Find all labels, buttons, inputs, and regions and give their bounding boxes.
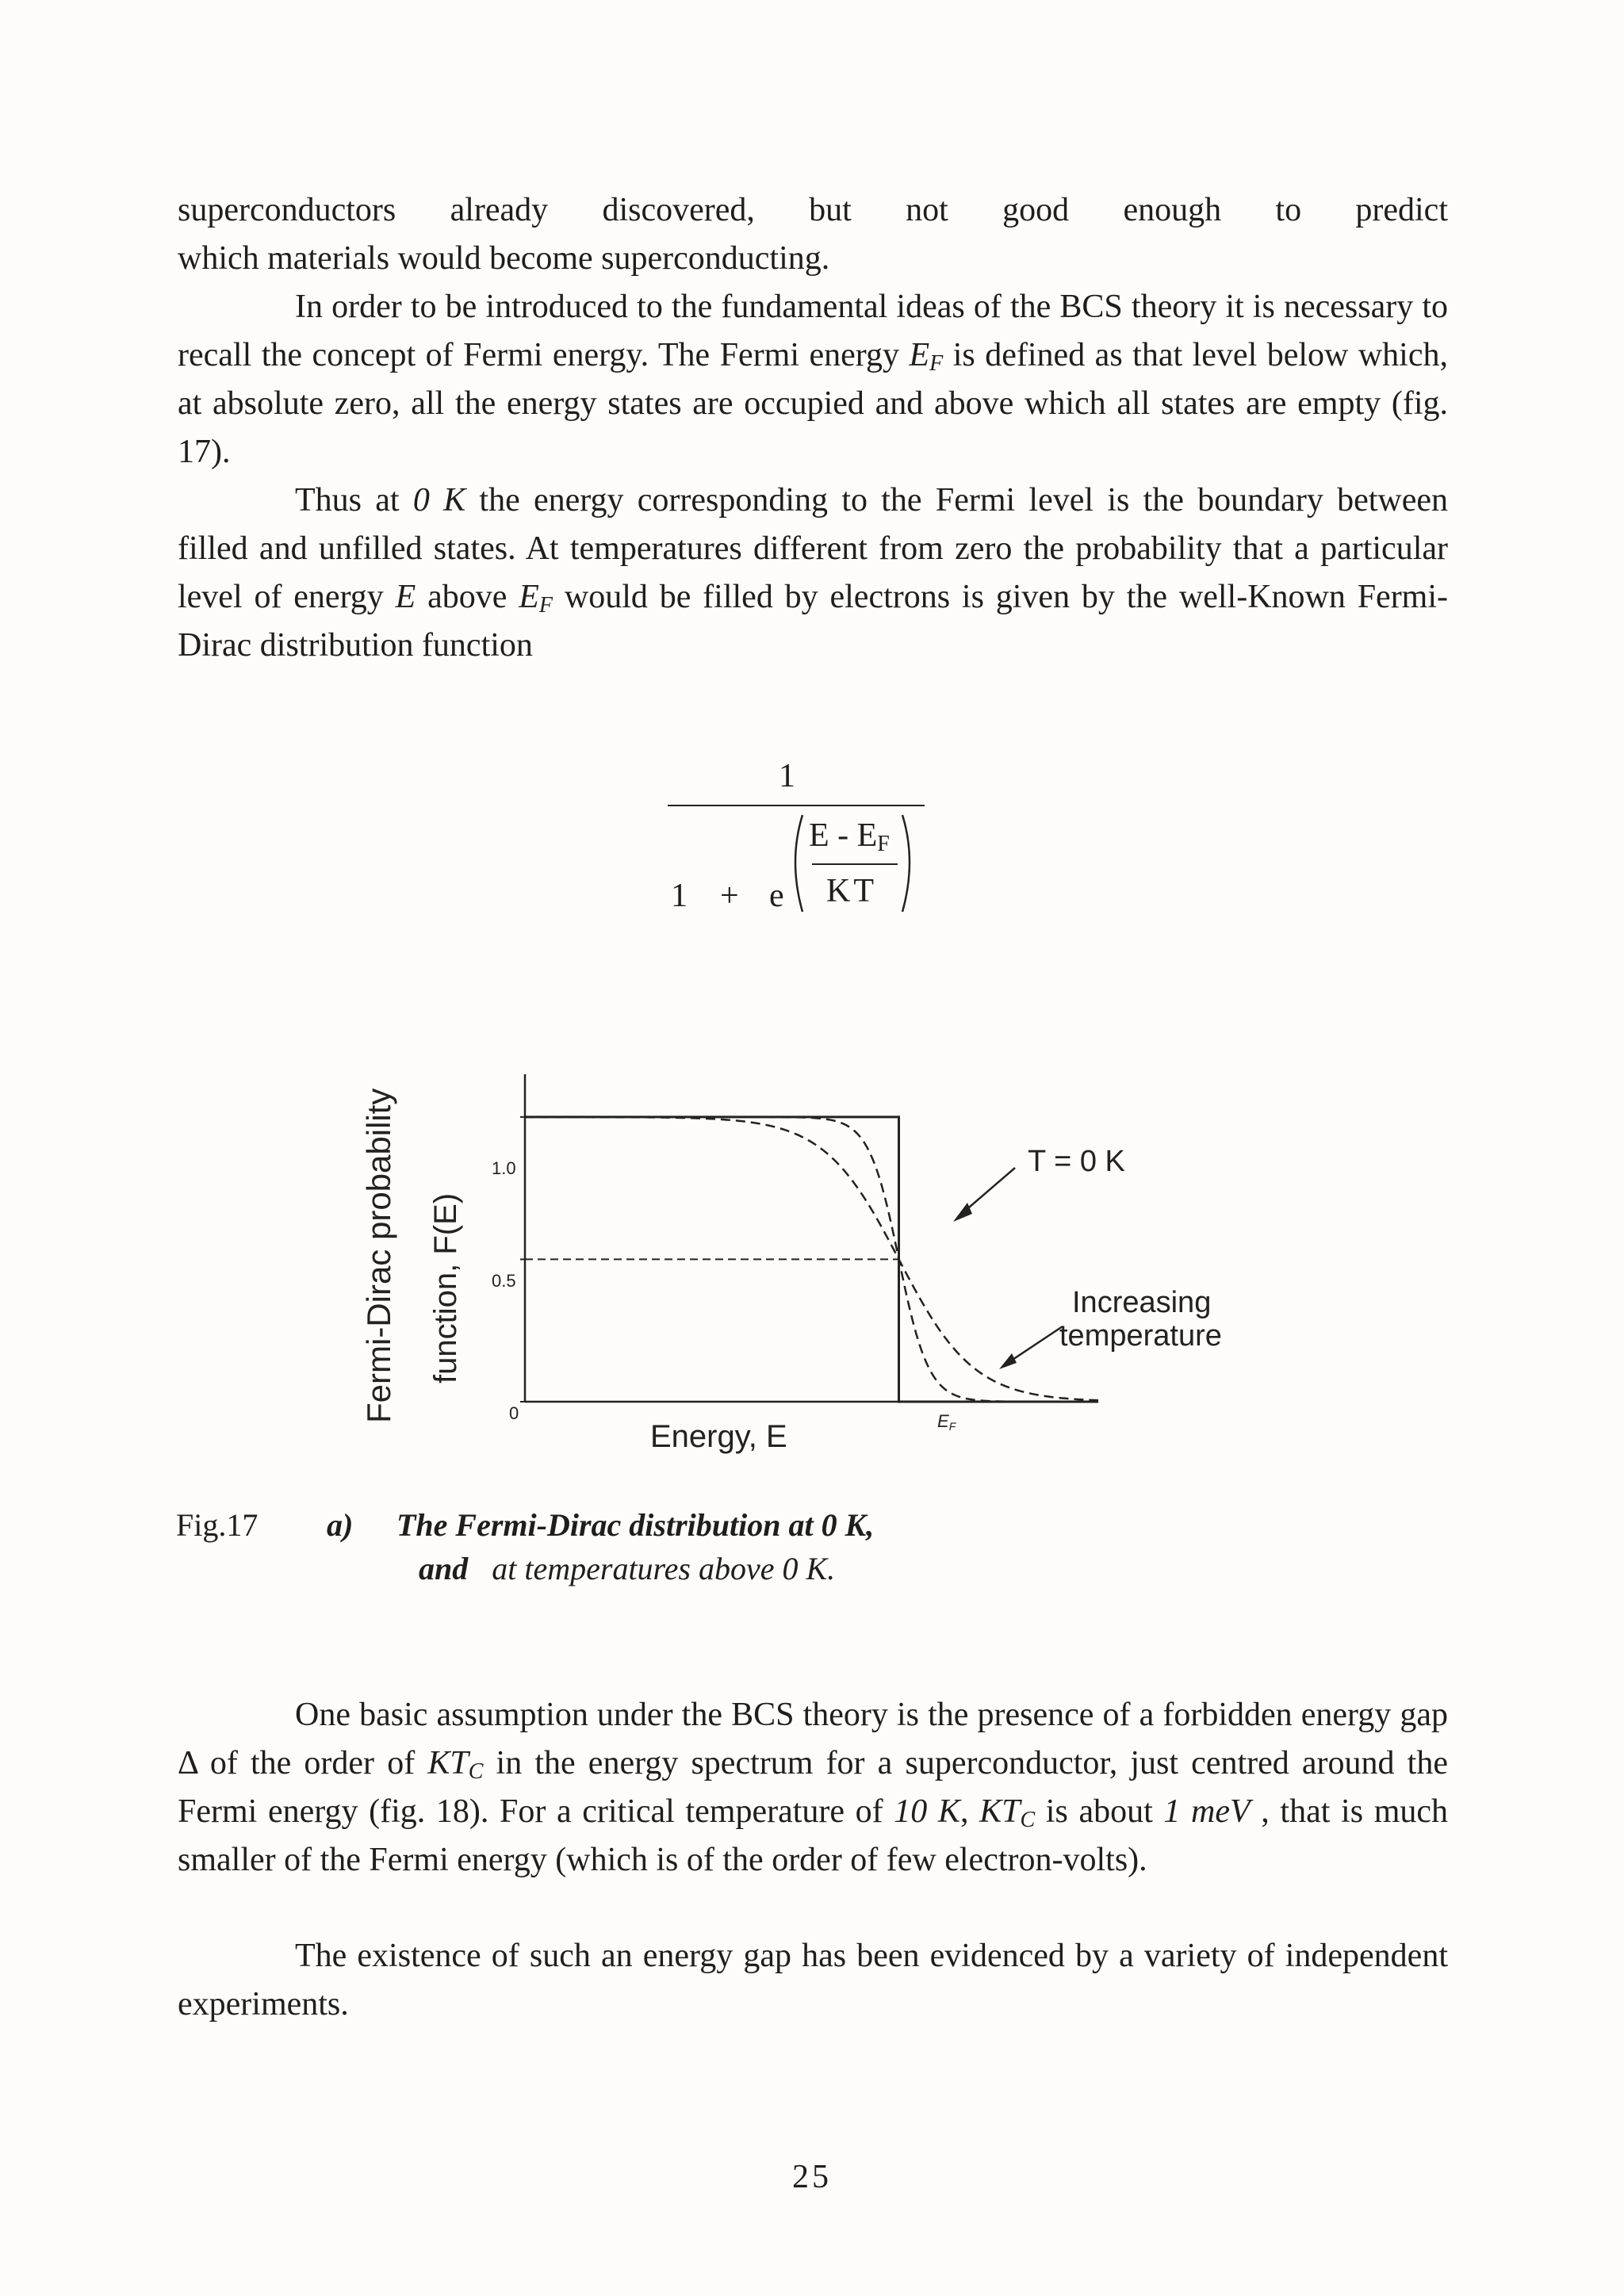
paragraph-5: The existence of such an energy gap has been evidenced by a variety of independent experiments. bbox=[178, 1938, 1448, 2022]
p1-line-2: which materials would become superconducting. bbox=[178, 240, 830, 277]
formula-exp-denominator: KT bbox=[826, 873, 877, 909]
paragraph-3: Thus at 0 K the energy corresponding to the Fermi level is the boundary between filled and unfilled states. At temperatures different from zero the probability that a particular level of energy E above $E_F$ would be filled by electrons is given by the well-Known Fermi-Dirac distribution function bbox=[178, 482, 1449, 664]
y-axis-label-2: function, F(E) bbox=[428, 1192, 463, 1383]
y-tick-label-1: 1.0 bbox=[492, 1158, 516, 1178]
y-tick-label-05: 0.5 bbox=[492, 1271, 516, 1291]
annotation-increasing: Increasing bbox=[1072, 1286, 1212, 1319]
annotation-t0: T = 0 K bbox=[1028, 1145, 1125, 1178]
formula-e: e bbox=[769, 878, 784, 914]
x-axis-label: Energy, E bbox=[650, 1419, 787, 1454]
caption-part: a) bbox=[327, 1507, 354, 1543]
caption-line-2: and at temperatures above 0 K. bbox=[419, 1551, 836, 1586]
arrow-t0-head bbox=[953, 1203, 972, 1222]
paragraph-1 bbox=[178, 186, 1448, 283]
caption-number: Fig.17 bbox=[176, 1507, 259, 1543]
paragraph-2: In order to be introduced to the fundamental ideas of the BCS theory it is necessary to recall the concept of Fermi energy. The Fermi energy $E_F$ is defined as that level below which, at absolute zero, all the energy states are occupied and above which all states are empty (fig. 17). bbox=[178, 289, 1448, 470]
formula-numerator: 1 bbox=[779, 758, 795, 794]
formula-exp-numerator: E - $E_F$ bbox=[809, 817, 890, 856]
fermi-dirac-figure bbox=[341, 995, 1293, 1463]
p1-line-1: superconductors already discovered, but not good enough to predict bbox=[178, 192, 1448, 228]
ef-label: EF bbox=[937, 1411, 956, 1433]
formula-main-bar bbox=[668, 805, 925, 806]
caption-line-1: The Fermi-Dirac distribution at 0 K, bbox=[396, 1507, 875, 1543]
y-tick-label-0: 0 bbox=[509, 1403, 519, 1423]
annotation-temperature: temperature bbox=[1059, 1319, 1222, 1353]
y-axis-label-1: Fermi-Dirac probability bbox=[360, 1088, 397, 1423]
arrow-temperature-head bbox=[999, 1353, 1017, 1369]
paragraph-4: One basic assumption under the BCS theory is the presence of a forbidden energy gap Δ of the order of $KT_C$ in the energy spectrum for a superconductor, just centred around the Fermi energy (fig. 18). For a critical temperature of 10 K, $KT_C$ is about 1 meV , that is much smaller of the Fermi energy (which is of the order of few electron-volts). bbox=[178, 1697, 1448, 1878]
page-number: 25 bbox=[792, 2159, 832, 2195]
formula-plus: + bbox=[720, 878, 739, 914]
formula-one: 1 bbox=[671, 878, 688, 914]
